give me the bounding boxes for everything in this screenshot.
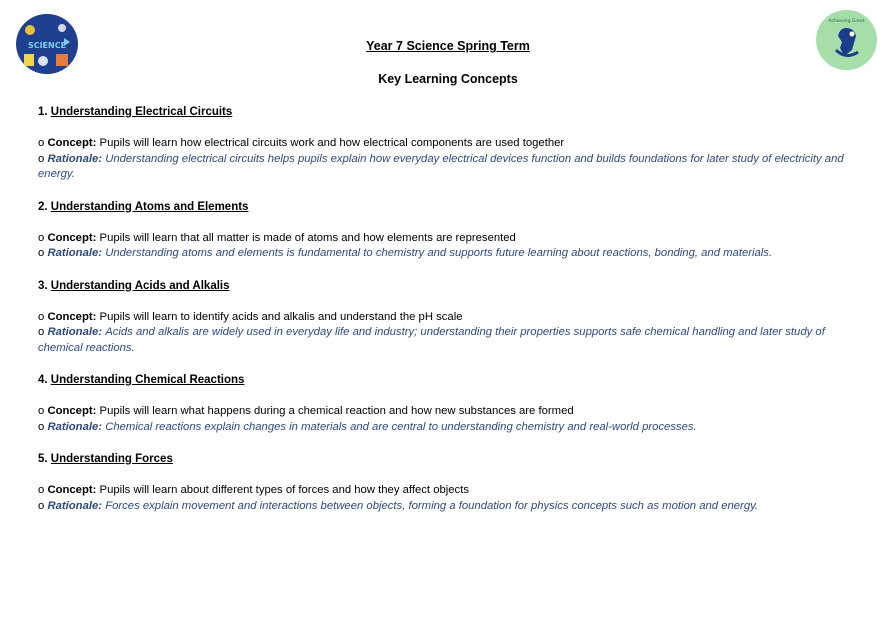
section-atoms-elements — [38, 200, 863, 262]
rationale-line — [38, 420, 863, 436]
section-heading — [38, 105, 863, 120]
rationale-label: Rationale: — [47, 420, 103, 433]
concept-text: Pupils will learn about different types of forces and how they affect objects — [99, 484, 469, 496]
concept-line — [38, 404, 863, 420]
bullet: o — [38, 499, 45, 512]
bullet: o — [38, 137, 45, 149]
concept-label: Concept: — [47, 405, 97, 417]
section-forces — [38, 452, 863, 514]
bullet: o — [38, 247, 45, 259]
rationale-label: Rationale: — [47, 326, 103, 338]
rationale-line — [38, 246, 863, 262]
section-heading — [38, 452, 863, 467]
bullet: o — [38, 231, 45, 244]
section-electrical-circuits — [38, 105, 863, 183]
bullet: o — [38, 310, 45, 323]
school-logo-text: Achieving Great — [828, 19, 865, 24]
bullet: o — [38, 405, 45, 417]
rationale-line — [38, 325, 863, 356]
science-logo-text: SCIENCE — [27, 41, 67, 50]
concept-text: Pupils will learn that all matter is made of atoms and how elements are represented — [99, 231, 516, 244]
section-heading — [38, 279, 863, 294]
concepts-list — [38, 105, 863, 531]
section-title: Understanding Acids and Alkalis — [50, 279, 230, 292]
concept-line — [38, 136, 863, 152]
section-title: Understanding Electrical Circuits — [50, 106, 233, 118]
concept-label: Concept: — [47, 231, 97, 244]
section-number: 5. — [38, 453, 48, 465]
concept-text: Pupils will learn how electrical circuits work and how electrical components are used together — [99, 137, 565, 149]
document-subtitle: Key Learning Concepts — [378, 72, 518, 86]
section-heading — [38, 373, 863, 388]
rationale-label: Rationale: — [47, 499, 103, 512]
concept-label: Concept: — [47, 310, 97, 323]
section-number: 3. — [38, 279, 48, 292]
rationale-text: Understanding electrical circuits helps pupils explain how everyday electrical devices function and builds foundations for later study of electricity and energy. — [38, 152, 844, 180]
rationale-text: Acids and alkalis are widely used in everyday life and industry; understanding their properties supports safe chemical handling and later study of chemical reactions. — [38, 326, 825, 354]
section-title: Understanding Chemical Reactions — [50, 374, 245, 386]
rationale-text: Chemical reactions explain changes in materials and are central to understanding chemistry and real-world processes. — [105, 420, 697, 433]
concept-label: Concept: — [47, 137, 97, 149]
rationale-text: Forces explain movement and interactions between objects, forming a foundation for physics concepts such as motion and energy. — [105, 499, 759, 512]
rationale-label: Rationale: — [47, 152, 103, 165]
bullet: o — [38, 152, 45, 165]
section-chemical-reactions — [38, 373, 863, 435]
bullet: o — [38, 484, 45, 496]
section-title: Understanding Forces — [50, 453, 173, 465]
concept-label: Concept: — [47, 484, 97, 496]
section-number: 2. — [38, 200, 48, 213]
bullet: o — [38, 420, 45, 433]
concept-text: Pupils will learn to identify acids and alkalis and understand the pH scale — [99, 310, 463, 323]
rationale-line — [38, 152, 863, 183]
rationale-text: Understanding atoms and elements is fundamental to chemistry and supports future learning about reactions, bonding, and materials. — [105, 247, 773, 259]
section-heading — [38, 200, 863, 215]
rationale-line — [38, 499, 863, 515]
concept-line — [38, 231, 863, 247]
concept-text: Pupils will learn what happens during a chemical reaction and how new substances are formed — [99, 405, 574, 417]
section-acids-alkalis — [38, 279, 863, 357]
bullet: o — [38, 326, 45, 338]
section-number: 1. — [38, 106, 48, 118]
section-title: Understanding Atoms and Elements — [50, 200, 249, 213]
concept-line — [38, 310, 863, 326]
concept-line — [38, 483, 863, 499]
document-title: Year 7 Science Spring Term — [366, 39, 530, 53]
section-number: 4. — [38, 374, 48, 386]
rationale-label: Rationale: — [47, 247, 103, 259]
